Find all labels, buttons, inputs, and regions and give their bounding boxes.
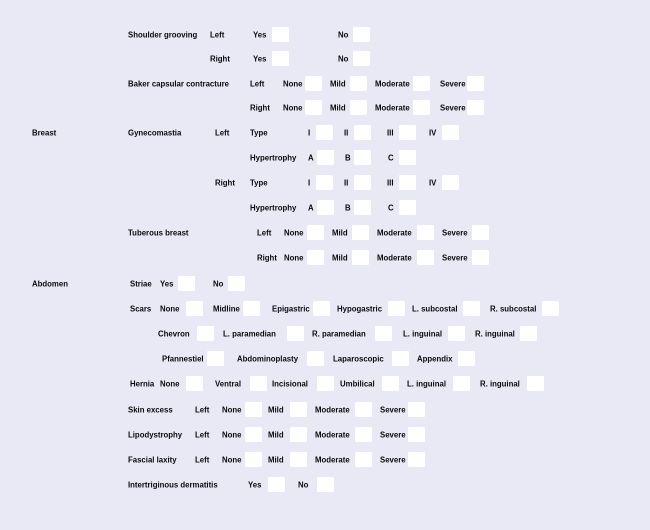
option-label-i: I: [308, 128, 311, 138]
option-label-none: None: [284, 253, 304, 263]
checkbox-i[interactable]: [316, 175, 333, 190]
checkbox-c[interactable]: [399, 200, 416, 215]
checkbox-umbilical[interactable]: [382, 376, 399, 391]
checkbox-pfannestiel[interactable]: [207, 351, 224, 366]
checkbox-iv[interactable]: [442, 175, 459, 190]
field-label-tuberous-breast: Tuberous breast: [128, 228, 189, 238]
option-label-r-inguinal: R. inguinal: [475, 329, 515, 339]
option-label-none: None: [222, 405, 242, 415]
option-label-r-paramedian: R. paramedian: [312, 329, 366, 339]
field-label-shoulder-grooving: Shoulder grooving: [128, 30, 198, 40]
option-label-none: None: [283, 103, 303, 113]
checkbox-appendix[interactable]: [458, 351, 475, 366]
checkbox-no[interactable]: [317, 477, 334, 492]
checkbox-no[interactable]: [353, 27, 370, 42]
option-label-iv: IV: [429, 178, 437, 188]
option-label-hypertrophy: Hypertrophy: [250, 153, 297, 163]
option-label-ventral: Ventral: [215, 379, 242, 389]
option-label-hypertrophy: Hypertrophy: [250, 203, 297, 213]
option-label-b: B: [345, 203, 351, 213]
checkbox-i[interactable]: [316, 125, 333, 140]
option-label-type: Type: [250, 178, 268, 188]
field-label-hernia: Hernia: [130, 379, 155, 389]
option-label-mild: Mild: [268, 455, 284, 465]
checkbox-r-subcostal[interactable]: [542, 301, 559, 316]
option-label-none: None: [283, 79, 303, 89]
checkbox-mild[interactable]: [290, 427, 307, 442]
checkbox-severe[interactable]: [408, 452, 425, 467]
checkbox-hypogastric[interactable]: [388, 301, 405, 316]
option-label-umbilical: Umbilical: [340, 379, 375, 389]
checkbox-incisional[interactable]: [317, 376, 334, 391]
option-label-b: B: [345, 153, 351, 163]
option-label-moderate: Moderate: [377, 228, 412, 238]
option-label-left: Left: [195, 455, 210, 465]
option-label-right: Right: [215, 178, 235, 188]
field-label-lipodystrophy: Lipodystrophy: [128, 430, 183, 440]
checkbox-severe[interactable]: [408, 402, 425, 417]
field-label-fascial-laxity: Fascial laxity: [128, 455, 177, 465]
field-label-striae: Striae: [130, 279, 152, 289]
checkbox-c[interactable]: [399, 150, 416, 165]
checkbox-yes[interactable]: [178, 276, 195, 291]
checkbox-moderate[interactable]: [355, 427, 372, 442]
checkbox-yes[interactable]: [272, 51, 289, 66]
option-label-left: Left: [250, 79, 265, 89]
checkbox-severe[interactable]: [408, 427, 425, 442]
checkbox-midline[interactable]: [243, 301, 260, 316]
section-label-breast: Breast: [32, 128, 57, 138]
option-label-left: Left: [210, 30, 225, 40]
checkbox-none[interactable]: [245, 452, 262, 467]
option-label-appendix: Appendix: [417, 354, 453, 364]
option-label-moderate: Moderate: [377, 253, 412, 263]
checkbox-ii[interactable]: [354, 175, 371, 190]
checkbox-none[interactable]: [186, 376, 203, 391]
checkbox-moderate[interactable]: [413, 100, 430, 115]
option-label-severe: Severe: [380, 430, 406, 440]
checkbox-no[interactable]: [228, 276, 245, 291]
field-label-intertriginous-dermatitis: Intertriginous dermatitis: [128, 480, 218, 490]
checkbox-mild[interactable]: [352, 250, 369, 265]
checkbox-r-inguinal[interactable]: [527, 376, 544, 391]
option-label-ii: II: [344, 128, 349, 138]
field-label-gynecomastia: Gynecomastia: [128, 128, 182, 138]
option-label-left: Left: [215, 128, 230, 138]
option-label-left: Left: [257, 228, 272, 238]
option-label-right: Right: [257, 253, 277, 263]
checkbox-no[interactable]: [353, 51, 370, 66]
option-label-right: Right: [210, 54, 230, 64]
checkbox-a[interactable]: [317, 150, 334, 165]
option-label-mild: Mild: [330, 79, 346, 89]
checkbox-none[interactable]: [305, 76, 322, 91]
option-label-a: A: [308, 153, 314, 163]
checkbox-laparoscopic[interactable]: [392, 351, 409, 366]
checkbox-l-paramedian[interactable]: [287, 326, 304, 341]
field-label-scars: Scars: [130, 304, 152, 314]
checkbox-abdominoplasty[interactable]: [307, 351, 324, 366]
option-label-moderate: Moderate: [375, 103, 410, 113]
option-label-l-inguinal: L. inguinal: [407, 379, 446, 389]
checkbox-l-subcostal[interactable]: [463, 301, 480, 316]
option-label-pfannestiel: Pfannestiel: [162, 354, 204, 364]
checkbox-severe[interactable]: [467, 100, 484, 115]
field-label-baker-capsular-contracture: Baker capsular contracture: [128, 79, 229, 89]
option-label-none: None: [284, 228, 304, 238]
checkbox-mild[interactable]: [350, 76, 367, 91]
checkbox-severe[interactable]: [472, 250, 489, 265]
checkbox-iv[interactable]: [442, 125, 459, 140]
checkbox-iii[interactable]: [399, 125, 416, 140]
checkbox-mild[interactable]: [290, 402, 307, 417]
checkbox-b[interactable]: [354, 150, 371, 165]
checkbox-r-paramedian[interactable]: [375, 326, 392, 341]
checkbox-mild[interactable]: [350, 100, 367, 115]
option-label-mild: Mild: [268, 405, 284, 415]
option-label-moderate: Moderate: [315, 405, 350, 415]
checkbox-none[interactable]: [245, 402, 262, 417]
checkbox-moderate[interactable]: [413, 76, 430, 91]
option-label-severe: Severe: [380, 455, 406, 465]
option-label-r-subcostal: R. subcostal: [490, 304, 537, 314]
option-label-yes: Yes: [160, 279, 174, 289]
option-label-mild: Mild: [332, 253, 348, 263]
checkbox-none[interactable]: [305, 100, 322, 115]
option-label-i: I: [308, 178, 311, 188]
checkbox-ventral[interactable]: [250, 376, 267, 391]
checkbox-none[interactable]: [245, 427, 262, 442]
option-label-severe: Severe: [442, 253, 468, 263]
option-label-iii: III: [387, 128, 394, 138]
option-label-mild: Mild: [268, 430, 284, 440]
checkbox-mild[interactable]: [290, 452, 307, 467]
option-label-iv: IV: [429, 128, 437, 138]
checkbox-l-inguinal[interactable]: [448, 326, 465, 341]
checkbox-epigastric[interactable]: [313, 301, 330, 316]
option-label-abdominoplasty: Abdominoplasty: [237, 354, 299, 364]
checkbox-moderate[interactable]: [417, 225, 434, 240]
option-label-no: No: [338, 30, 349, 40]
option-label-type: Type: [250, 128, 268, 138]
checkbox-chevron[interactable]: [197, 326, 214, 341]
option-label-none: None: [222, 455, 242, 465]
checkbox-mild[interactable]: [352, 225, 369, 240]
option-label-ii: II: [344, 178, 349, 188]
option-label-yes: Yes: [253, 30, 267, 40]
option-label-c: C: [388, 203, 394, 213]
option-label-none: None: [222, 430, 242, 440]
option-label-laparoscopic: Laparoscopic: [333, 354, 384, 364]
checkbox-ii[interactable]: [354, 125, 371, 140]
checkbox-b[interactable]: [354, 200, 371, 215]
option-label-r-inguinal: R. inguinal: [480, 379, 520, 389]
option-label-severe: Severe: [440, 103, 466, 113]
checkbox-l-inguinal[interactable]: [453, 376, 470, 391]
option-label-left: Left: [195, 405, 210, 415]
option-label-severe: Severe: [442, 228, 468, 238]
option-label-epigastric: Epigastric: [272, 304, 310, 314]
checkbox-none[interactable]: [307, 250, 324, 265]
checkbox-none[interactable]: [307, 225, 324, 240]
option-label-l-paramedian: L. paramedian: [223, 329, 276, 339]
option-label-no: No: [298, 480, 309, 490]
option-label-no: No: [213, 279, 224, 289]
field-label-skin-excess: Skin excess: [128, 405, 173, 415]
option-label-moderate: Moderate: [315, 430, 350, 440]
checkbox-a[interactable]: [317, 200, 334, 215]
option-label-no: No: [338, 54, 349, 64]
checkbox-moderate[interactable]: [355, 402, 372, 417]
option-label-mild: Mild: [332, 228, 348, 238]
option-label-none: None: [160, 379, 180, 389]
option-label-left: Left: [195, 430, 210, 440]
checkbox-yes[interactable]: [268, 477, 285, 492]
option-label-moderate: Moderate: [315, 455, 350, 465]
option-label-severe: Severe: [380, 405, 406, 415]
option-label-right: Right: [250, 103, 270, 113]
option-label-l-inguinal: L. inguinal: [403, 329, 442, 339]
option-label-chevron: Chevron: [158, 329, 190, 339]
checkbox-yes[interactable]: [272, 27, 289, 42]
option-label-l-subcostal: L. subcostal: [412, 304, 458, 314]
option-label-moderate: Moderate: [375, 79, 410, 89]
checkbox-iii[interactable]: [399, 175, 416, 190]
option-label-incisional: Incisional: [272, 379, 308, 389]
option-label-severe: Severe: [440, 79, 466, 89]
checkbox-moderate[interactable]: [417, 250, 434, 265]
option-label-none: None: [160, 304, 180, 314]
checkbox-moderate[interactable]: [355, 452, 372, 467]
option-label-c: C: [388, 153, 394, 163]
checkbox-none[interactable]: [186, 301, 203, 316]
option-label-hypogastric: Hypogastric: [337, 304, 383, 314]
option-label-a: A: [308, 203, 314, 213]
option-label-iii: III: [387, 178, 394, 188]
checkbox-severe[interactable]: [467, 76, 484, 91]
section-label-abdomen: Abdomen: [32, 279, 68, 289]
option-label-midline: Midline: [213, 304, 240, 314]
checkbox-severe[interactable]: [472, 225, 489, 240]
option-label-yes: Yes: [248, 480, 262, 490]
option-label-yes: Yes: [253, 54, 267, 64]
checkbox-r-inguinal[interactable]: [520, 326, 537, 341]
option-label-mild: Mild: [330, 103, 346, 113]
